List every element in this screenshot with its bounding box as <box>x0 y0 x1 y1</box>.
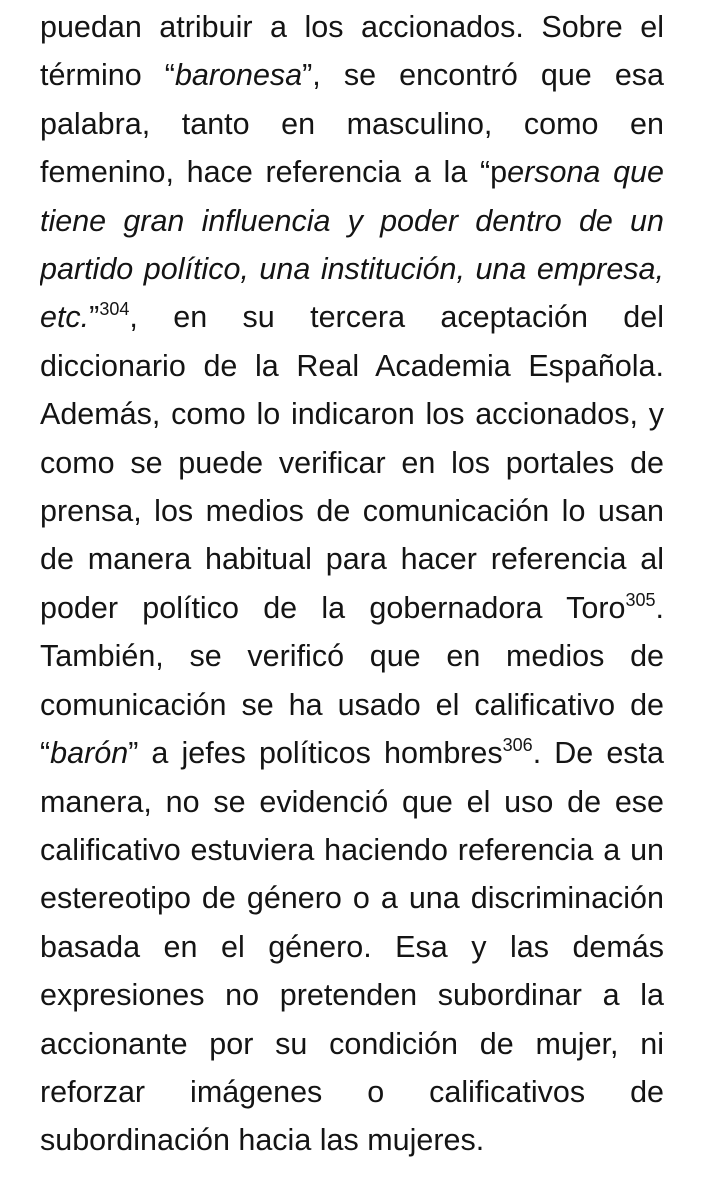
text-segment: ” <box>89 300 100 335</box>
footnote-ref-305: 305 <box>625 589 656 610</box>
text-segment: ”, se encontró que esa palabra, tanto en masculino, como en femenino, hace referencia a la “p <box>40 58 664 190</box>
footnote-ref-304: 304 <box>99 299 130 320</box>
text-segment: puedan atribuir a los accionados. Sobre el término “ <box>40 10 664 93</box>
text-segment: ” a jefes políticos hombres <box>128 736 503 771</box>
text-segment: . También, se verificó que en medios de comunicación se ha usado el calificativo de “ <box>40 590 664 771</box>
italic-quote-definition: ersona que tiene gran influencia y poder dentro de un partido político, una institución, una empresa, etc. <box>40 155 664 335</box>
footnote-ref-306: 306 <box>502 735 533 756</box>
document-page <box>40 0 664 1200</box>
text-segment: , en su tercera aceptación del diccionario de la Real Academia Española. Además, como lo indicaron los accionados, y como se puede verificar en los portales de prensa, los medios de comunicación lo usan de manera habitual para hacer referencia al poder político de la gobernadora Toro <box>40 300 664 625</box>
body-paragraph <box>40 0 664 1165</box>
italic-term-baron: barón <box>50 736 129 771</box>
text-segment: . De esta manera, no se evidenció que el uso de ese calificativo estuviera haciendo referencia a un estereotipo de género o a una discriminación basada en el género. Esa y las demás expresiones no pretenden subordinar a la accionante por su condición de mujer, ni reforzar imágenes o calificativos de subordinación hacia las mujeres. <box>40 736 664 1158</box>
italic-term-baronesa: baronesa <box>174 58 303 93</box>
